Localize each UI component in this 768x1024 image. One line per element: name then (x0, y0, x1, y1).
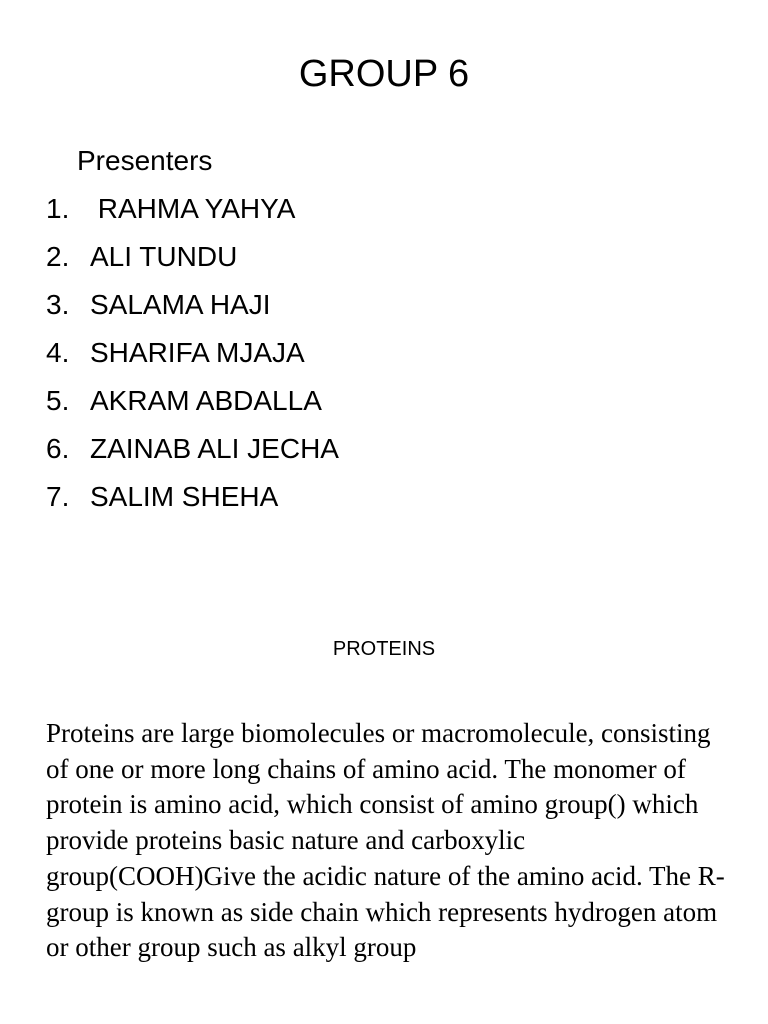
presenter-name: ZAINAB ALI JECHA (90, 433, 339, 464)
presenter-list (46, 190, 339, 526)
list-item (46, 238, 339, 286)
page-title: GROUP 6 (298, 53, 470, 95)
presenter-name: SHARIFA MJAJA (90, 337, 305, 368)
list-item (46, 334, 339, 382)
presenter-name: AKRAM ABDALLA (90, 385, 322, 416)
list-item (46, 190, 339, 238)
list-item (46, 430, 339, 478)
list-item-number: 6. (46, 433, 70, 464)
list-item-number: 7. (46, 481, 70, 512)
list-item-number: 4. (46, 337, 70, 368)
presenter-name: SALIM SHEHA (90, 481, 279, 512)
presenter-name: ALI TUNDU (90, 241, 238, 272)
list-item (46, 382, 339, 430)
body-paragraph: Proteins are large biomolecules or macromolecule, consisting of one or more long chains of amino acid. The monomer of protein is amino acid, which consist of amino group() which provide proteins basic nature and carboxylic group(COOH)Give the acidic nature of the amino acid. The R-group is known as side chain which represents hydrogen atom or other group such as alkyl group (46, 718, 725, 963)
list-item (46, 286, 339, 334)
presenters-heading: Presenters (77, 145, 213, 176)
presenter-name: SALAMA HAJI (90, 289, 271, 320)
list-item-number: 5. (46, 385, 70, 416)
list-item (46, 478, 339, 526)
presenter-name: RAHMA YAHYA (90, 193, 296, 224)
section-heading: PROTEINS (332, 638, 436, 660)
list-item-number: 1. (46, 193, 70, 224)
list-item-number: 2. (46, 241, 70, 272)
list-item-number: 3. (46, 289, 70, 320)
